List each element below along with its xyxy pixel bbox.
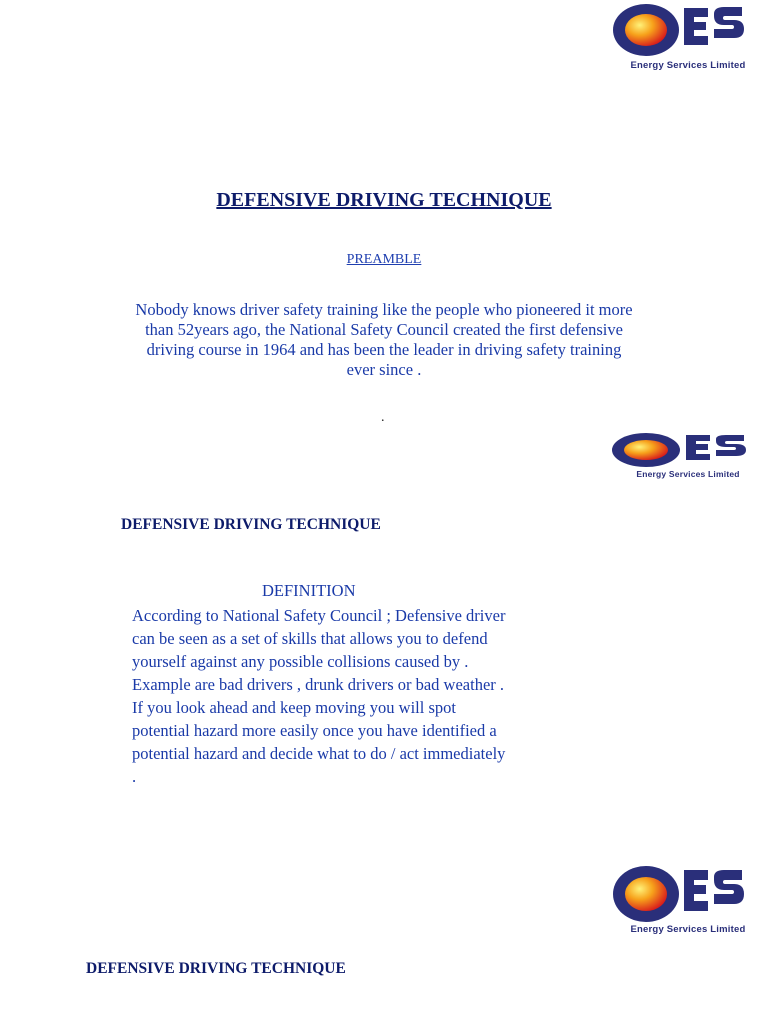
logo-tagline: Energy Services Limited [630, 60, 746, 71]
definition-heading: DEFINITION [262, 581, 356, 600]
oes-logo-icon [608, 0, 768, 60]
definition-line: According to National Safety Council ; Defensive driver [132, 606, 506, 625]
logo-tagline: Energy Services Limited [636, 469, 740, 479]
intro-line: Nobody knows driver safety training like the people who pioneered it more [135, 300, 633, 319]
footer-section-title: DEFENSIVE DRIVING TECHNIQUE [86, 960, 346, 977]
definition-line: . [132, 767, 137, 786]
logo-tagline: Energy Services Limited [630, 924, 746, 935]
stray-dot: . [381, 410, 385, 425]
definition-paragraph [132, 604, 582, 788]
intro-line: than 52years ago, the National Safety Council created the first defensive [145, 320, 623, 339]
oes-logo-icon [608, 430, 768, 470]
intro-line: ever since . [346, 360, 422, 379]
definition-line: can be seen as a set of skills that allows you to defend [132, 629, 488, 648]
definition-line: yourself against any possible collisions caused by . [132, 652, 469, 671]
company-logo-top [608, 0, 768, 80]
definition-line: If you look ahead and keep moving you will spot [132, 698, 456, 717]
preamble-heading: PREAMBLE [346, 252, 422, 267]
intro-paragraph [96, 300, 672, 380]
document-title-text: DEFENSIVE DRIVING TECHNIQUE [216, 189, 552, 211]
oes-logo-icon [608, 860, 768, 924]
company-logo-bottom [608, 860, 768, 940]
document-title [0, 189, 768, 212]
definition-line: potential hazard more easily once you have identified a [132, 721, 497, 740]
definition-line: Example are bad drivers , drunk drivers or bad weather . [132, 675, 505, 694]
section-title: DEFENSIVE DRIVING TECHNIQUE [121, 516, 381, 533]
intro-line: driving course in 1964 and has been the leader in driving safety training [146, 340, 622, 359]
definition-line: potential hazard and decide what to do / act immediately [132, 744, 506, 763]
company-logo-middle [608, 430, 768, 510]
